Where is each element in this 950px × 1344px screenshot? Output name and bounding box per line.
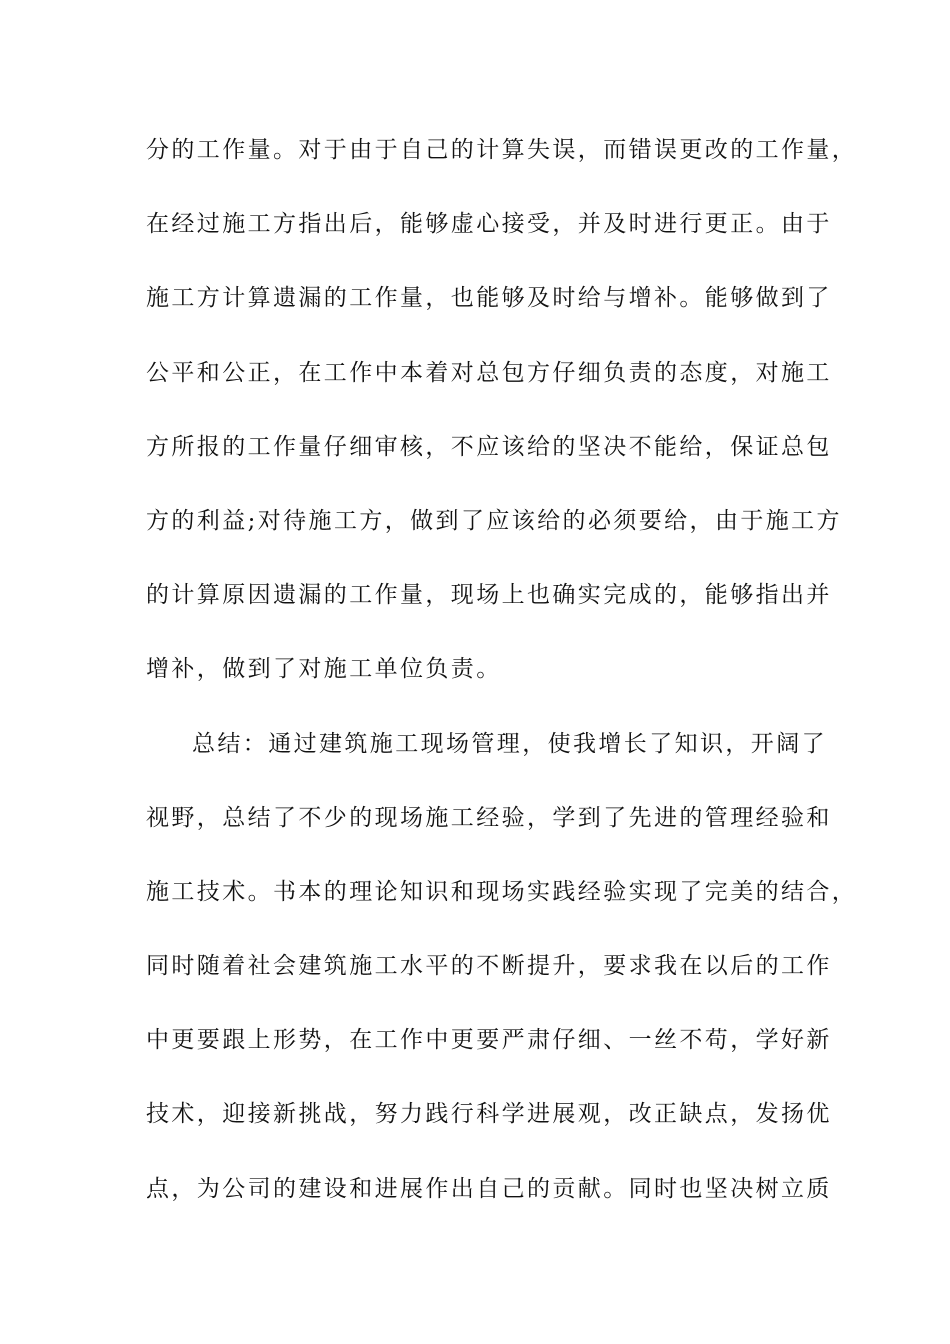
- text-line: 施工方计算遗漏的工作量，也能够及时给与增补。能够做到了: [146, 285, 832, 312]
- paragraph-start-line: 总结：通过建筑施工现场管理，使我增长了知识，开阔了: [192, 730, 827, 757]
- text-line: 中更要跟上形势，在工作中更要严肃仔细、一丝不苟，学好新: [146, 1027, 832, 1054]
- text-line: 施工技术。书本的理论知识和现场实践经验实现了完美的结合，: [146, 878, 858, 905]
- text-line: 增补，做到了对施工单位负责。: [146, 656, 502, 683]
- text-line: 分的工作量。对于由于自己的计算失误，而错误更改的工作量，: [146, 137, 858, 163]
- text-line: 视野，总结了不少的现场施工经验，学到了先进的管理经验和: [146, 804, 832, 831]
- body-text: [146, 128, 858, 1241]
- text-line: 点，为公司的建设和进展作出自己的贡献。同时也坚决树立质: [146, 1175, 832, 1202]
- text-line: 方的利益;对待施工方，做到了应该给的必须要给，由于施工方: [146, 507, 842, 534]
- text-line: 在经过施工方指出后，能够虚心接受，并及时进行更正。由于: [146, 211, 832, 238]
- text-line: 技术，迎接新挑战，努力践行科学进展观，改正缺点，发扬优: [146, 1101, 832, 1128]
- text-line: 公平和公正，在工作中本着对总包方仔细负责的态度，对施工: [146, 359, 832, 386]
- text-line: 方所报的工作量仔细审核，不应该给的坚决不能给，保证总包: [146, 433, 832, 460]
- text-line: 同时随着社会建筑施工水平的不断提升，要求我在以后的工作: [146, 953, 832, 980]
- text-line: 的计算原因遗漏的工作量，现场上也确实完成的，能够指出并: [146, 582, 832, 609]
